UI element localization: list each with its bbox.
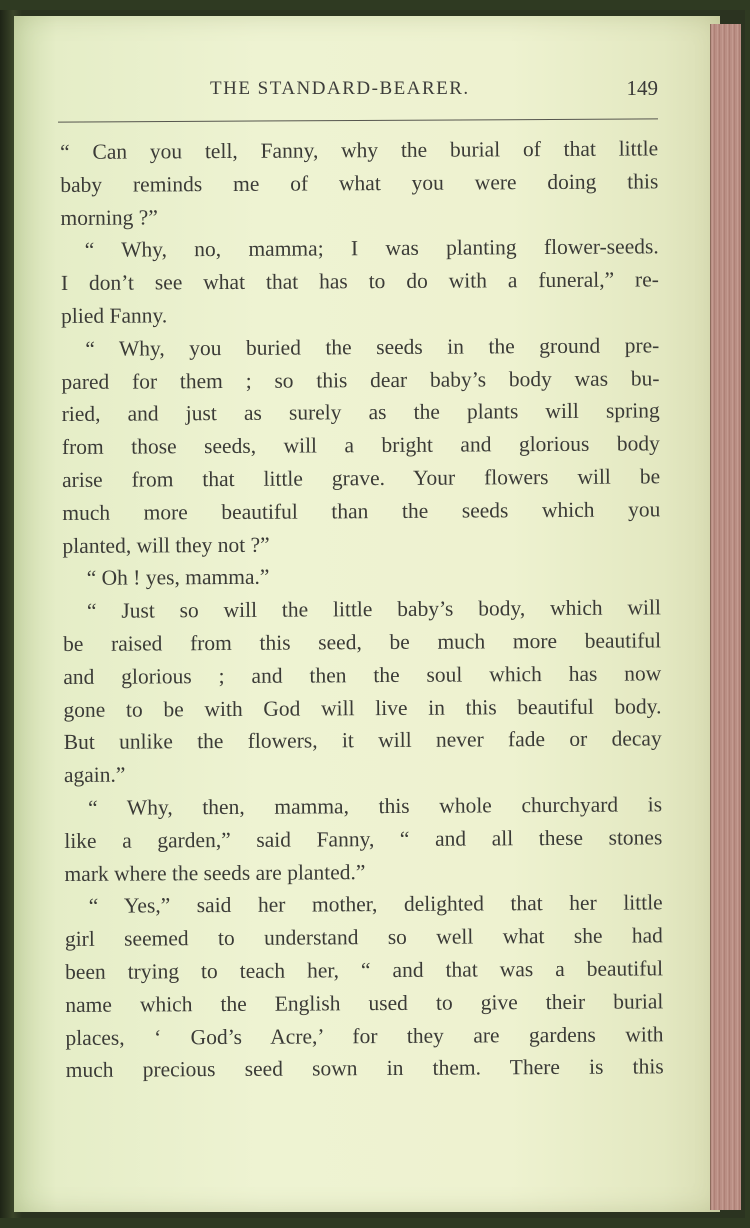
running-title: THE STANDARD-BEARER. xyxy=(210,78,470,99)
text-line: like a garden,” said Fanny, “ and all these stones xyxy=(64,825,663,853)
text-line: “ Oh ! yes, mamma.” xyxy=(86,565,270,591)
text-line: “ Yes,” said her mother, delighted that her little xyxy=(88,890,663,919)
text-line: again.” xyxy=(63,762,126,788)
text-line: morning ?” xyxy=(60,204,158,230)
text-line: ried, and just as surely as the plants will spring xyxy=(61,398,660,427)
text-line: baby reminds me of what you were doing this xyxy=(60,169,659,197)
text-line: “ Just so will the little baby’s body, which will xyxy=(86,595,661,624)
text-line: girl seemed to understand so well what she had xyxy=(64,923,663,952)
text-line: places, ‘ God’s Acre,’ for they are gardens with xyxy=(65,1021,664,1050)
text-line: much more beautiful than the seeds which you xyxy=(62,497,661,525)
text-line: much precious seed sown in them. There is this xyxy=(65,1054,664,1083)
text-line: pared for them ; so this dear baby’s body was bu- xyxy=(61,365,660,394)
text-line: planted, will they not ?” xyxy=(62,532,270,558)
text-line: been trying to teach her, “ and that was a beautiful xyxy=(65,956,664,984)
text-line: “ Can you tell, Fanny, why the burial of that little xyxy=(60,136,659,164)
text-line: “ Why, no, mamma; I was planting flower-seeds. xyxy=(84,234,659,263)
page-header xyxy=(60,78,658,108)
text-line: arise from that little grave. Your flowers will be xyxy=(62,464,661,492)
page-edges xyxy=(710,24,741,1210)
page-number: 149 xyxy=(626,76,658,100)
text-line: from those seeds, will a bright and glorious body xyxy=(61,431,660,460)
body-text xyxy=(60,132,664,1087)
text-line: “ Why, then, mamma, this whole churchyard is xyxy=(88,792,663,820)
text-line: But unlike the flowers, it will never fade or decay xyxy=(63,726,662,755)
text-line: gone to be with God will live in this beautiful body. xyxy=(63,693,662,722)
text-line: be raised from this seed, be much more beautiful xyxy=(63,628,662,656)
text-line: “ Why, you buried the seeds in the ground pre- xyxy=(85,333,660,361)
text-line: plied Fanny. xyxy=(61,303,168,328)
text-line: mark where the seeds are planted.” xyxy=(64,859,366,886)
text-line: name which the English used to give their burial xyxy=(65,989,664,1017)
text-line: I don’t see what that has to do with a funeral,” re- xyxy=(60,267,659,296)
text-line: and glorious ; and then the soul which has now xyxy=(63,661,662,689)
